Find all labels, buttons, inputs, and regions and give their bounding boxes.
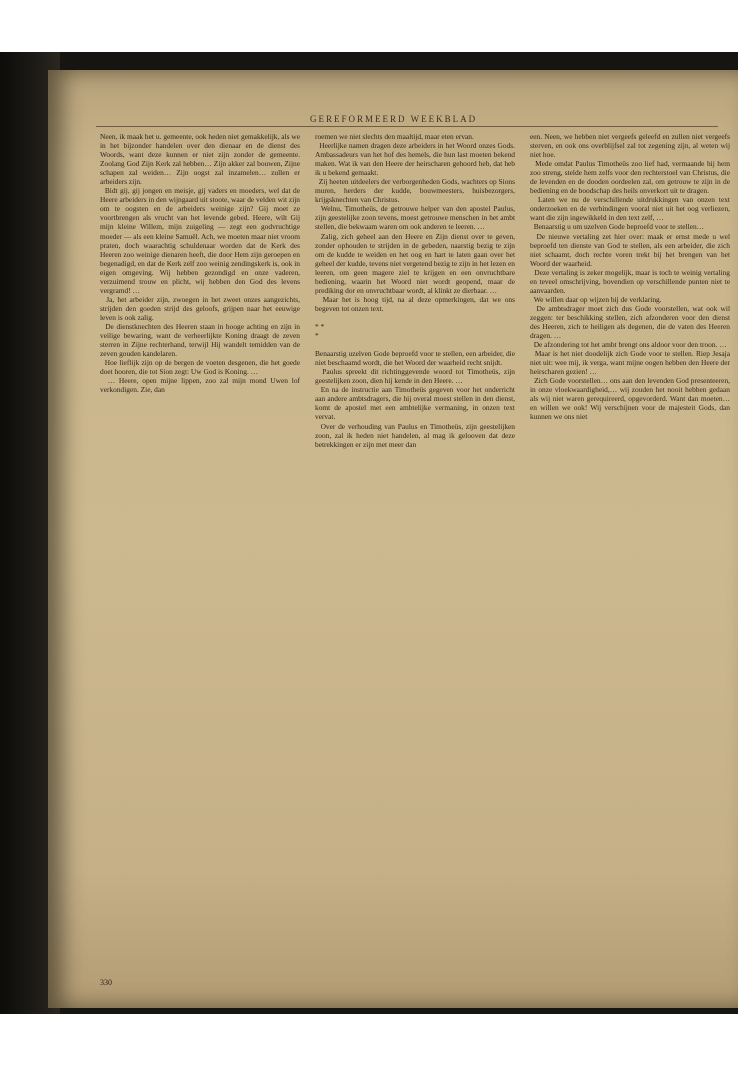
text-column-3: een. Neen, we hebben niet vergeefs geleefd en zullen niet vergeefs sterven, en ook ons overblijfsel zal tot zegening zijn, al weten wij niet hoe. Mede omdat Paulus Timotheüs zoo lief had, vermaande hij hem zoo streng, stelde hem zelfs voor den rechterstoel van Christus, die de levenden en de dooden oordeelen zal, om getrouw te zijn in de bediening en de boodschap des heils onverkort uit te dragen. Laten we nu de verschillende uitdrukkingen van onzen text onderzoeken en de verbindingen vooral niet uit het oog verliezen, want die zijn ingewikkeld in den text zelf, … Benaarstig u om uzelven Gode beproefd voor te stellen… De nieuwe vertaling zet hier over: maak er ernst mede u wel beproefd ten dienste van God te stellen, als een arbeider, die zich niet schaamt, doch rechte voren trekt bij het brengen van het Woord der waarheid. Deze vertaling is zeker mogelijk, maar is toch te weinig vertaling en teveel omschrijving, bovendien op verschillende punten niet te aanvaarden. We willen daar op wijzen bij de verklaring. De ambtsdrager moet zich dus Gode voorstellen, wat ook wil zeggen: ter beschikking stellen, zich afzonderen voor den dienst des Heeren, zich te heiligen als degenen, die de vaten des Heeren dragen. … De afzondering tot het ambt brengt ons aldoor voor den troon. … Maar is het niet doodelijk zich Gode voor te stellen. Riep Jesaja niet uit: wee mij, ik verga, want mijne oogen hebben den Heere der heirscharen gezien! … Zich Gode voorstellen… ons aan den levenden God presenteeren, in onze vloekwaardigheid,… wij zouden het nooit hebben gedaan als wij niet waren gerequireerd, opgevorderd. Want dan moeten… en willen we ook! Wij verschijnen voor de majesteit Gods, dan kunnen we ons niet [530,132,731,422]
header-rule [96,126,718,127]
text-column-1: Neen, ik maak het u. gemeente, ook heden niet gemakkelijk, als we in het bijzonder handelen over den dienaar en de dienst des Woords, want deze kunnen er niet zijn zonder de gemeente. Zoolang God Zijn Kerk zal hebben… Zijn akker zal bouwen, Zijne schapen zal weiden… Zijn oogst zal inzamelen… zullen er arbeiders zijn. Bidt gij, gij jongen en meisje, gij vaders en moeders, wel dat de Heere arbeiders in den wijngaard uit stoote, waar de velden wit zijn om te oogsten en de arbeiders weinige zijn? Gij moet ze voortbrengen als vrucht van het levende gebed. Heere, wilt Gij mijn kleine Willem, mijn zuigeling — zegt een godvruchtige moeder — als een kleine Samuël. Ach, we moeten maar niet vroom praten, doch waarachtig schuldenaar worden dat de Kerk des Heeren zoo weinige dienaren heeft, die door Hem zijn geroepen en begenadigd, en dat de Kerk zelf zoo weinig zendingskerk is, ook in eigen omgeving. Wij hebben gezondigd en onze vaderen, verzuimend trouw en plicht, wij hebben den God des levens vergramd! … Ja, het arbeider zijn, zwoegen in het zweet onzes aangezichts, strijden den goeden strijd des geloofs, grijpen naar het eeuwige leven is ook zalig. De dienstknechten des Heeren staan in hooge achting en zijn in veilige bewaring, want de verheerlijkte Koning draagt de zeven sterren in Zijne rechterhand, terwijl Hij wandelt temidden van de zeven gouden kandelaren. Hoe lieflijk zijn op de bergen de voeten desgenen, die het goede doet hooren, die tot Sion zegt: Uw God is Koning. … … Heere, open mijne lippen, zoo zal mijn mond Uwen lof verkondigen. Zie, dan [100,132,301,395]
running-header: GEREFORMEERD WEEKBLAD [310,114,478,124]
scanned-page-photo [0,52,738,1014]
page-number: 330 [100,978,112,987]
text-column-2: roemen we niet slechts den maaltijd, maar eten ervan. Heerlijke namen dragen deze arbeiders in het Woord onzes Gods. Ambassadeurs van het hof des hemels, die hun last moeten bekend maken. Wat ik van den Heere der heirscharen gehoord heb, dat heb ik u bekend gemaakt. Zij heeten uitdeelers der verborgenheden Gods, wachters op Sions muren, herders der kudde, bouwmeesters, huisbezorgers, krijgsknechten van Christus. Welnu, Timotheüs, de getrouwe helper van den apostel Paulus, zijn geestelijke zoon tevens, moest getrouwe menschen in het ambt stellen, die bekwaam waren om ook anderen te leeren. … Zalig, zich geheel aan den Heere en Zijn dienst over te geven, zonder ophouden te strijden in de gebeden, naarstig bezig te zijn om de kudde te weiden en het oog en hart te laten gaan over het geheel der kudde, tevens niet vergetend bezig te zijn in het lezen en leeren, om geen magere ziel te krijgen en een onvruchtbare bediening, waarin het Woord niet wordt geopend, maar de prediking dor en onvruchtbaar wordt, al klinkt ze dierbaar. … Maar het is hoog tijd, na al deze opmerkingen, dat we ons begeven tot onzen text. * * * Benaarstig uzelven Gode beproefd voor te stellen, een arbeider, die niet beschaamd wordt, die het Woord der waarheid recht snijdt. Paulus spreekt dit richtinggevende woord tot Timotheüs, zijn geestelijken zoon, dien hij kende in den Heere. … En na de instructie aan Timotheüs gegeven voor het onderricht aan andere ambtsdragers, die hij overal moest stellen in den dienst, komt de apostel met een ambtelijke vermaning, in onzen text vervat. Over de verhouding van Paulus en Timotheüs, zijn geestelijken zoon, zal ik heden niet handelen, al mag ik gelooven dat deze betrekkingen er zijn met meer dan [315,132,516,449]
magazine-page [48,70,738,1008]
